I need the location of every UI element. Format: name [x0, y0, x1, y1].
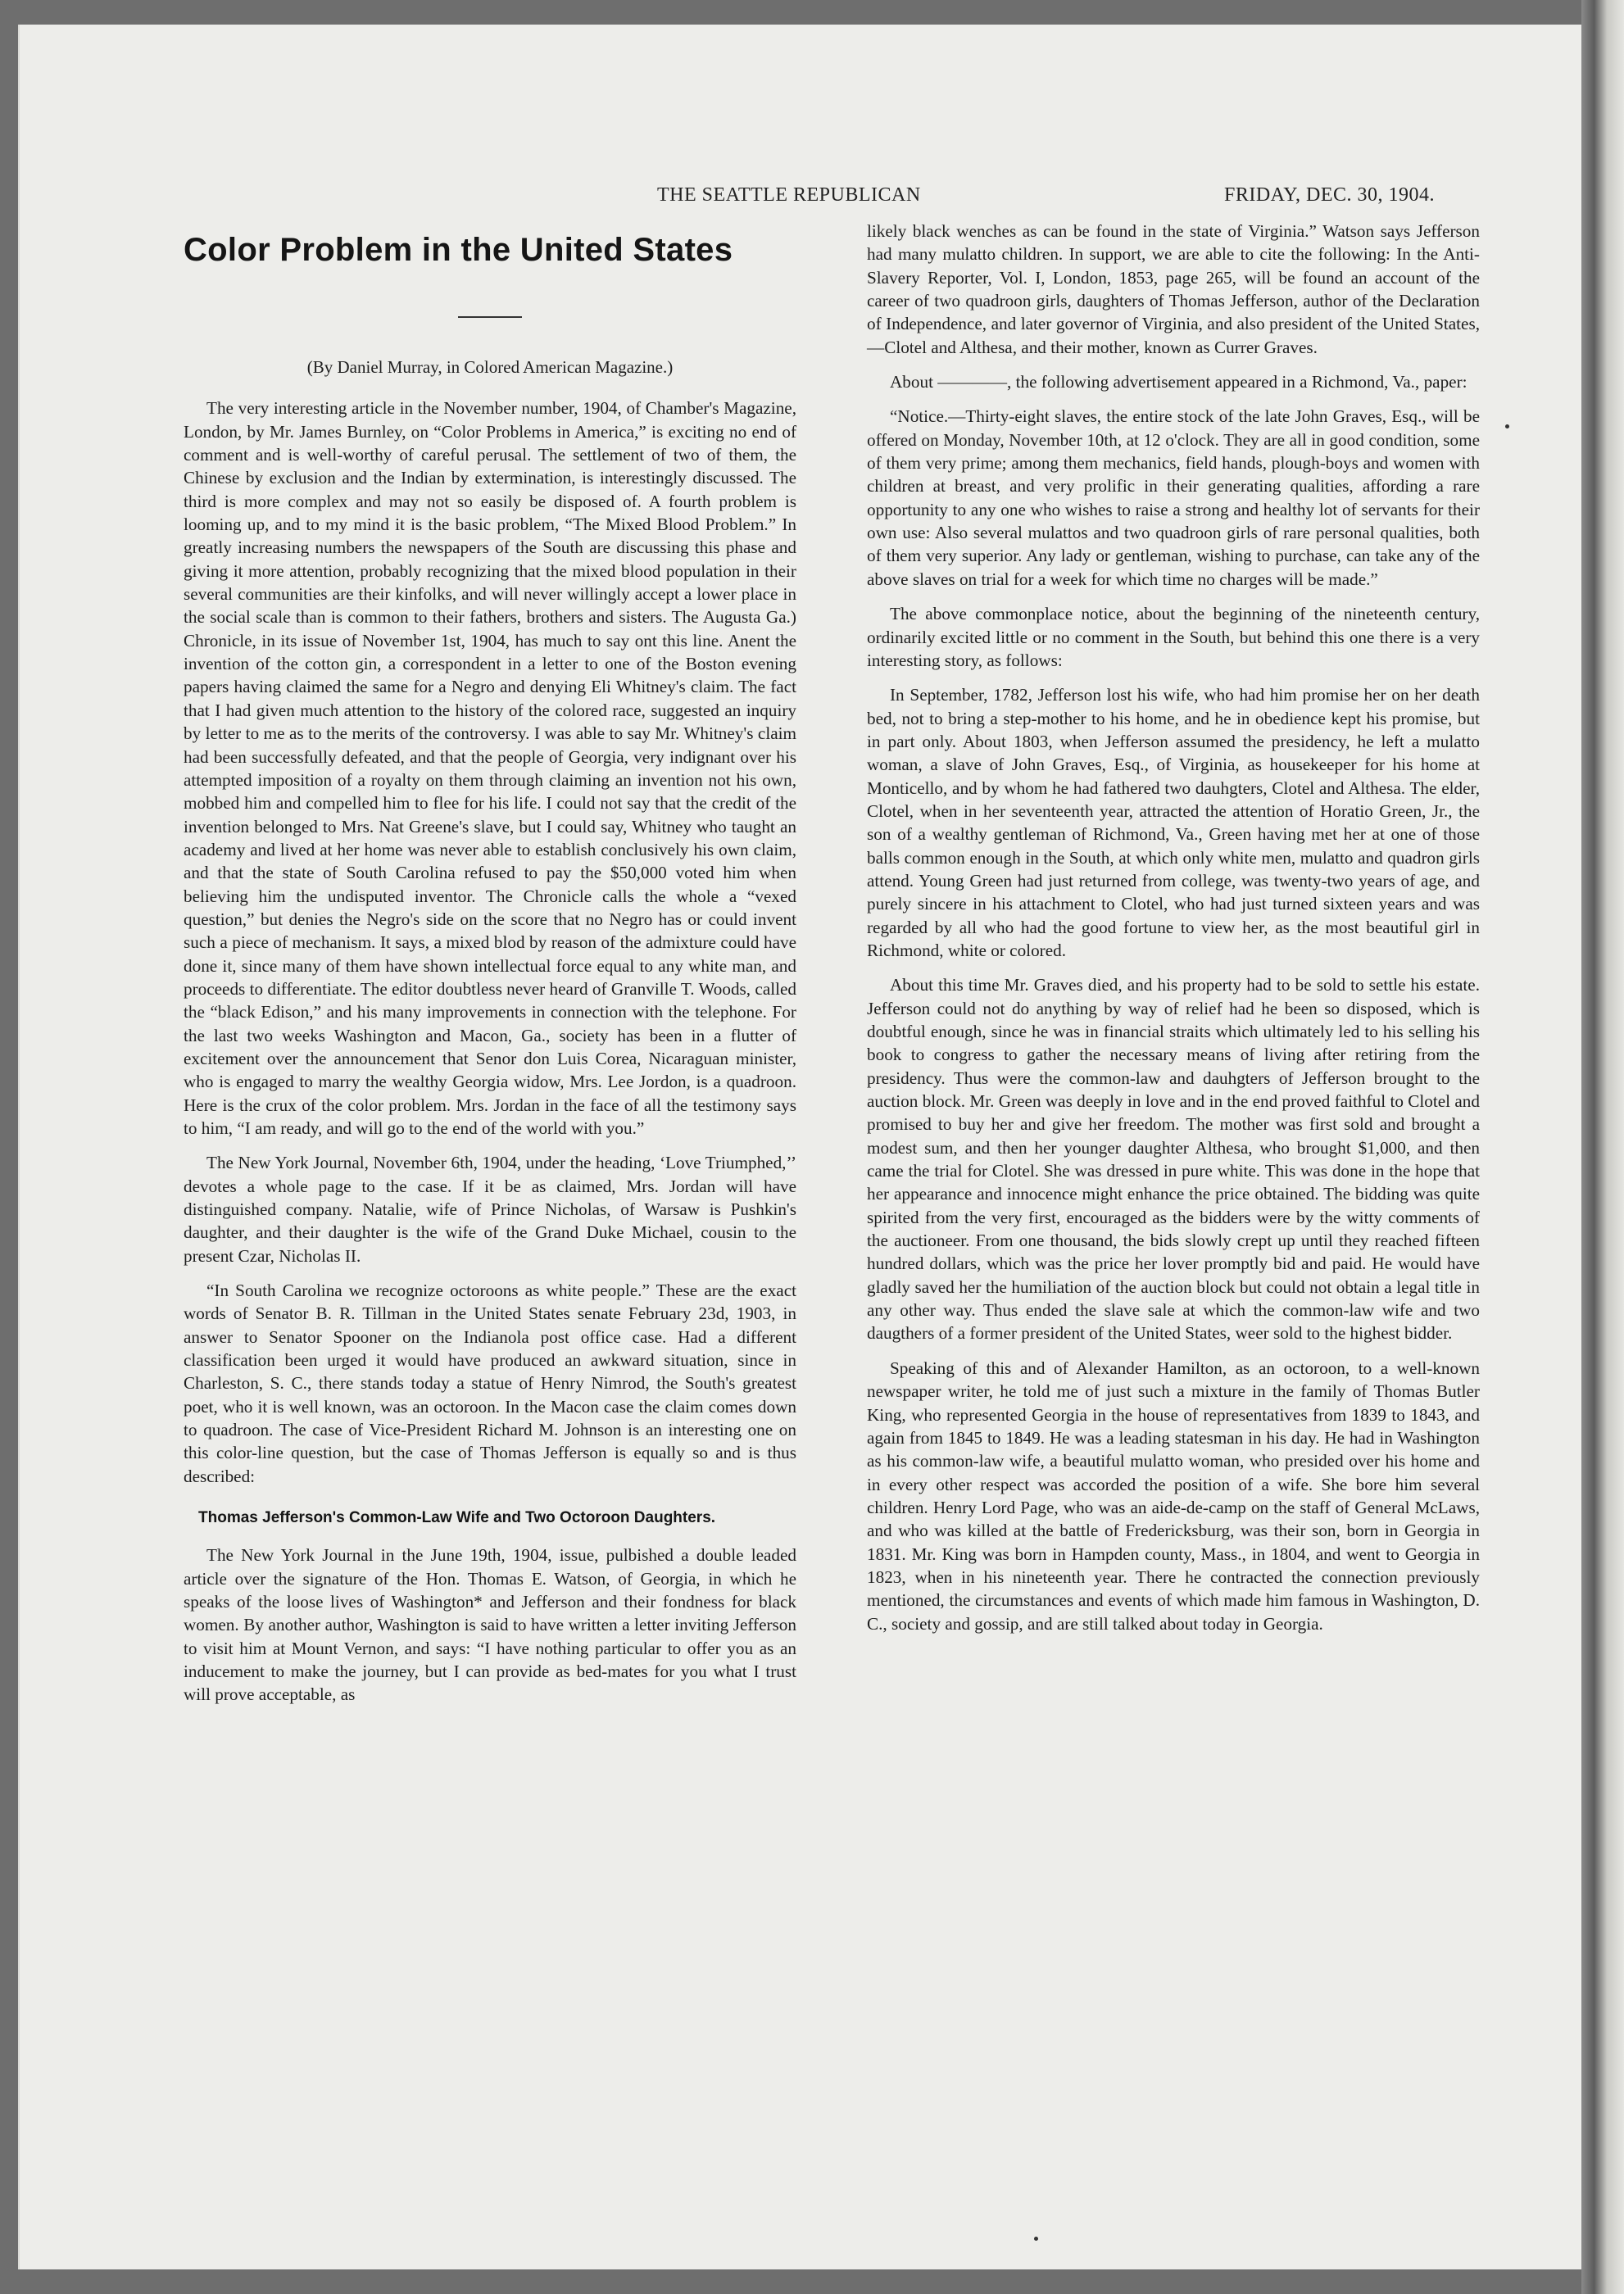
publication-name: THE SEATTLE REPUBLICAN [657, 184, 921, 206]
article-paragraph: likely black wenches as can be found in the state of Virginia.” Watson says Jefferson had many mulatto children. In support, we are able to cite the following: In the Anti-Slavery Reporter, Vol. I, London, 1853, page 265, will be found an account of the career of two quadroon girls, daughters of Thomas Jefferson, author of the Declaration of Independence, and later governor of Virginia, and also president of the United States,—Clotel and Althesa, and their mother, known as Currer Graves. [867, 221, 1480, 357]
article-byline: (By Daniel Murray, in Colored American Magazine.) [306, 357, 674, 377]
next-page-edge [1581, 0, 1624, 2294]
print-speck [1034, 2237, 1038, 2241]
right-column [867, 220, 1480, 1647]
article-paragraph: Speaking of this and of Alexander Hamilton, as an octoroon, to a well-known newspaper writer, he told me of just such a mixture in the family of Thomas Butler King, who represented Georgia in the house of representatives from 1839 to 1843, and again from 1845 to 1849. He was a leading statesman in his day. He had in Washington as his common-law wife, a beautiful mulatto woman, who presided over his home and in every other respect was accorded the position of a wife. She bore him several children. Henry Lord Page, who was an aide-de-camp on the staff of General McLaws, and who was killed at the battle of Fredericksburg, was their son, born in Georgia in 1831. Mr. King was born in Hampden county, Mass., in 1804, and went to Georgia in 1823, when in his nineteenth year. There he contracted the connection previously mentioned, the circumstances and events of which made him famous in Washington, D. C., society and gossip, and are still talked about today in Georgia. [867, 1358, 1480, 1634]
section-subheading: Thomas Jefferson's Common-Law Wife and Two Octoroon Daughters. [198, 1509, 716, 1527]
print-speck [1505, 424, 1509, 428]
article-paragraph: The above commonplace notice, about the beginning of the nineteenth century, ordinarily excited little or no comment in the South, but behind this one there is a very interesting story, as follows: [867, 604, 1480, 670]
article-paragraph: About ————, the following advertisement appeared in a Richmond, Va., paper: [890, 372, 1467, 392]
publication-date: FRIDAY, DEC. 30, 1904. [1224, 184, 1436, 206]
article-paragraph: The New York Journal in the June 19th, 1904, issue, pulbished a double leaded article over the signature of the Hon. Thomas E. Watson, of Georgia, in which he speaks of the loose lives of Washington* and Jefferson and their fondness for black women. By another author, Washington is said to have written a letter inviting Jefferson to visit him at Mount Vernon, and says: “I have nothing particular to offer you as an inducement to make the journey, but I can provide as bed-mates for you what I trust will prove acceptable, as [184, 1545, 796, 1705]
newspaper-page [18, 25, 1581, 2269]
advertisement-quote: “Notice.—Thirty-eight slaves, the entire stock of the late John Graves, Esq., will be offered on Monday, November 10th, at 12 o'clock. They are all in good condition, some of them very prime; among them mechanics, field hands, plough-boys and women with children at breast, and very prolific in their generating qualities, affording a rare opportunity to any one who wishes to raise a strong and healthy lot of servants for their own use: Also several mulattos and two quadroon girls of rare personal qualities, both of them very superior. Any lady or gentleman, wishing to purchase, can take any of the above slaves on trial for a week for which time no charges will be made.” [867, 406, 1480, 589]
left-column [184, 221, 796, 1718]
article-paragraph: In September, 1782, Jefferson lost his wife, who had him promise her on her death bed, not to bring a step-mother to his home, and he in obedience kept his promise, but in part only. About 1803, when Jefferson assumed the presidency, he left a mulatto woman, a slave of John Graves, Esq., of Virginia, as housekeeper for his home at Monticello, and by whom he had fathered two dauhgters, Clotel and Althesa. The elder, Clotel, when in her seventeenth year, attracted the attention of Horatio Green, Jr., the son of a wealthy gentleman of Richmond, Va., Green having met her at one of those balls common enough in the South, at which only white men, mulatto and quadron girls attend. Young Green had just returned from college, was twenty-two years of age, and purely sincere in his attachment to Clotel, who had just turned sixteen years and was regarded by all who had the good fortune to view her, as the most beautiful girl in Richmond, white or colored. [867, 685, 1480, 960]
article-paragraph: The very interesting article in the November number, 1904, of Chamber's Magazine, London, by Mr. James Burnley, on “Color Problems in America,” is exciting no end of comment and is well-worthy of careful perusal. The settlement of two of them, the Chinese by exclusion and the Indian by extermination, is interestingly discussed. The third is more complex and may not so easily be disposed of. A fourth problem is looming up, and to my mind it is the basic problem, “The Mixed Blood Problem.” In greatly increasing numbers the newspapers of the South are discussing this phase and giving it more attention, probably recognizing that the mixed blood population in their several communities are their kinfolks, and will never willingly accept a lower place in the social scale than is common to their fathers, brothers and sisters. The Augusta Ga.) Chronicle, in its issue of November 1st, 1904, has much to say ont this line. Anent the invention of the cotton gin, a correspondent in a letter to one of the Boston evening papers having claimed the same for a Negro and denying Eli Whitney's claim. The fact that I had given much attention to the history of the colored race, suggested an inquiry by letter to me as to the merits of the controversy. I was able to say Mr. Whitney's claim had been successfully defeated, and that the people of Georgia, very indignant over his attempted imposition of a royalty on them through claiming an invention not his own, mobbed him and compelled him to flee for his life. I could not say that the credit of the invention belonged to Mrs. Nat Greene's slave, but I could say, Whitney who taught an academy and lived at her home was never able to establish conclusively his own claim, and that the state of South Carolina refused to pay the $50,000 voted him when believing him the undisputed inventor. The Chronicle calls the whole a “vexed question,” but denies the Negro's side on the score that no Negro has or could invent such a piece of mechanism. It says, a mixed blod by reason of the admixture could have done it, since many of them have shown intellectual force equal to any white man, and proceeds to differentiate. The editor doubtless never heard of Granville T. Woods, called the “black Edison,” and his many improvements in connection with the telephone. For the last two weeks Washington and Macon, Ga., society has been in a flutter of excitement over the announcement that Senor don Luis Corea, Nicaraguan minister, who is engaged to marry the wealthy Georgia widow, Mrs. Lee Jordon, is a quadroon. Here is the crux of the color problem. Mrs. Jordan in the face of all the testimony says to him, “I am ready, and will go to the end of the world with you.” [184, 398, 796, 1138]
article-paragraph: About this time Mr. Graves died, and his property had to be sold to settle his estate. Jefferson could not do anything by way of relief had he been so disposed, which is doubtful enough, since he was in financial straits which ultimately led to his selling his book to congress to gather the necessary means of living after retiring from the presidency. Thus were the common-law and dauhgters of Jefferson brought to the auction block. Mr. Green was deeply in love and in the end proved faithful to Clotel and promised to buy her and give her freedom. The mother was first sold and brought a modest sum, and then her younger daughter Althesa, who brought $1,000, and then came the trial for Clotel. She was dressed in pure white. This was done in the hope that her appearance and innocence might enhance the price obtained. The bidding was quite spirited from the very first, encouraged as the bidders were by the witty comments of the auctioneer. From one thousand, the bids slowly crept up until they reached fifteen hundred dollars, which was the price her lover promptly bid and paid. He would have gladly saved her the humiliation of the auction block but could not obtain a legal title in any other way. Thus ended the slave sale at which the common-law wife and two daugthers of a former president of the United States, weer sold to the highest bidder. [867, 975, 1480, 1344]
title-divider [458, 316, 522, 318]
article-paragraph: The New York Journal, November 6th, 1904, under the heading, ‘Love Triumphed,’’ devotes a whole page to the case. If it be as claimed, Mrs. Jordan will have distinguished company. Natalie, wife of Prince Nicholas, of Warsaw is Pushkin's daughter, and their daughter is the wife of the Grand Duke Michael, cousin to the present Czar, Nicholas II. [184, 1153, 796, 1266]
article-paragraph: “In South Carolina we recognize octoroons as white people.” These are the exact words of Senator B. R. Tillman in the United States senate February 23d, 1903, in answer to Senator Spooner on the Indianola post office case. Had a different classification been urged it would have produced an awkward situation, since in Charleston, S. C., there stands today a statue of Henry Nimrod, the South's greatest poet, who it is well known, was an octoroon. In the Macon case the claim comes down to quadroon. The case of Vice-President Richard M. Johnson is an interesting one on this color-line question, but the case of Thomas Jefferson is equally so and is thus described: [184, 1281, 796, 1486]
article-title: Color Problem in the United States [184, 232, 733, 268]
